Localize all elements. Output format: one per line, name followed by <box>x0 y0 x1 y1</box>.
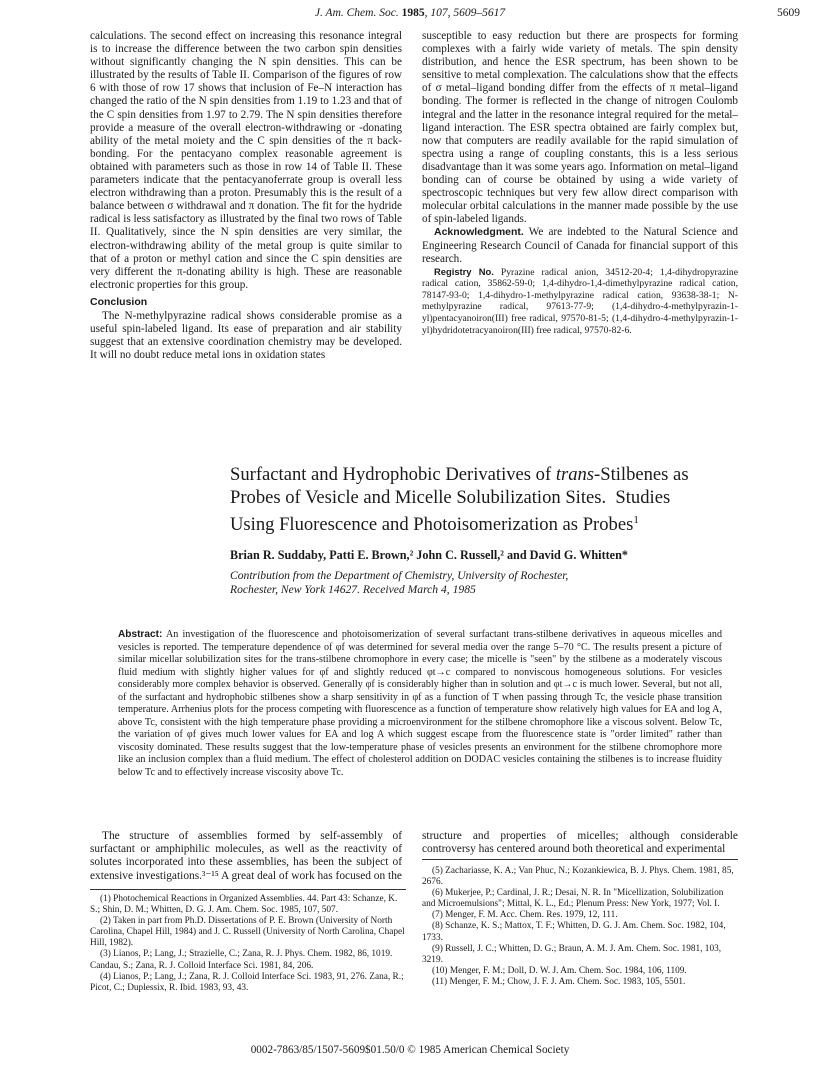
running-head <box>0 7 820 23</box>
footnote: (7) Menger, F. M. Acc. Chem. Res. 1979, 12, 111. <box>432 910 618 921</box>
abstract-text: An investigation of the fluorescence and photoisomerization of several surfactant trans-stilbene derivatives in aqueous micelles and vesicles is reported. The temperature dependence of φf was determined for several media over the range 5–70 °C. The results present a picture of similar micellar solubilization sites for the trans-stilbene chromophore in every case; the micelle is "seen" by the stilbene as a moderately viscous fluid medium with slightly higher values for φf and slightly reduced φt→c compared to nonviscous homogeneous solutions. For vesicles considerably more complex behavior is observed. Generally φf is considerably higher than in solution and φt→c is much lower. Several, but not all, of the surfactant and hydrophobic stilbenes show a sharp sensitivity in φf as a function of T when passing through Tc, the vesicle phase transition temperature. Arrhenius plots for the process competing with fluorescence as a function of temperature show relatively high values for EA and log A, above Tc, consistent with the high temperature phase providing a microenvironment for the stilbene chromophore like a viscous solvent. Below Tc, the variation of φf gives much lower values for EA and log A which suggest escape from the fluorescence state is "order limited" rather than viscosity dominated. These results suggest that the low-temperature phase of vesicles presents an environment for the stilbene chromophore more like an inclusion complex than a fluid medium. The effect of cholesterol addition on DODAC vesicles containing the stilbenes is to increase fluidity below Tc and to effectively increase viscosity above Tc. <box>118 629 723 778</box>
page-number: 5609 <box>777 7 800 19</box>
footnote: (10) Menger, F. M.; Doll, D. W. J. Am. Chem. Soc. 1984, 106, 1109. <box>432 965 687 976</box>
footnote-divider <box>422 859 738 860</box>
conclusion-heading: Conclusion <box>90 295 148 308</box>
registry-text: Pyrazine radical anion, 34512-20-4; 1,4-dihydropyrazine radical cation, 35862-59-0; 1,4-dihydro-1,4-dimethylpyrazine radical cation, 78147-93-0; 1,4-dihydro-1-methylpyrazine radical cation, 93638-38-1; N-methylpyrazine radical, 97613-77-9; (1,4-dihydro-4-methylpyrazin-1-yl)pentacyanoiron(III) free radical, 97570-81-5; (1,4-dihydro-4-methylpyrazin-1-yl)hydridotetracyanoiron(III) free radical, 97570-82-6. <box>422 266 738 336</box>
article-header <box>230 464 750 597</box>
footnote: (2) Taken in part from Ph.D. Dissertations of P. E. Brown (University of North Carolina, Chapel Hill, 1984) and J. C. Russell (University of North Carolina, Chapel Hill, 1982). <box>90 916 405 949</box>
footnote-divider <box>90 889 406 890</box>
article-title: Surfactant and Hydrophobic Derivatives of trans-Stilbenes as Probes of Vesicle and Micelle Solubilization Sites. Studies Using Fluorescence and Photoisomerization as Probes$^1$ <box>230 464 689 536</box>
right-column-top <box>422 30 738 336</box>
registry-label: Registry No. <box>434 265 494 277</box>
abstract-label: Abstract: <box>118 629 163 640</box>
journal-name: J. Am. Chem. Soc. <box>314 7 399 19</box>
footnote: (1) Photochemical Reactions in Organized Assemblies. 44. Part 43: Schanze, K. S.; Shin, D. M.; Whitten, D. G. J. Am. Chem. Soc. 1985, 107, 507. <box>90 894 398 916</box>
footnote: (3) Lianos, P.; Lang, J.; Strazielle, C.; Zana, R. J. Phys. Chem. 1982, 86, 1019. Candau, S.; Zana, R. J. Colloid Interface Sci. 1981, 84, 206. <box>90 949 393 971</box>
footnote: (4) Lianos, P.; Lang, J.; Zana, R. J. Colloid Interface Sci. 1983, 91, 276. Zana, R.; Picot, C.; Duplessix, R. Ibid. 1983, 93, 43. <box>90 971 404 993</box>
paragraph: susceptible to easy reduction but there are prospects for forming complexes with a fairly wide variety of metals. The spin density distribution, and hence the ESR spectrum, has been shown to be sensitive to metal complexation. The calculations show that the effects of σ metal–ligand bonding differ from the effects of π metal–ligand bonding. The former is reflected in the change of nitrogen Coulomb integral and the latter in the resonance integral required for the metal–ligand interaction. The ESR spectra obtained are fairly complex but, now that computers are readily available for the rapid simulation of spectra using a range of coupling constants, this is a less serious disadvantage than it was some years ago. Information on metal–ligand bonding can of course be obtained by using a wide variety of spectroscopic techniques but very few allow direct comparison with molecular orbital calculations in the manner made possible by the use of spin-labeled ligands. <box>422 30 738 226</box>
journal-citation: J. Am. Chem. Soc. 1985, 107, 5609–5617 <box>314 7 506 19</box>
footnote: (9) Russell, J. C.; Whitten, D. G.; Braun, A. M. J. Am. Chem. Soc. 1981, 103, 3219. <box>422 943 722 965</box>
paragraph: calculations. The second effect on increasing this resonance integral is to increase the difference between the two carbon spin densities without significantly changing the N spin densities. This can be illustrated by the results of Table II. Comparison of the figures of row 6 with those of row 17 shows that inclusion of Fe–N interaction has changed the ratio of the N spin densities from 1.19 to 1.23 and that of the C spin densities from 1.97 to 2.79. The N spin densities therefore provide a measure of the overall electron-withdrawing or -donating ability of the metal moiety and the C spin densities of the π back-bonding. For the pentacyano complex reasonable agreement is obtained with parameters such as those in row 14 of Table II. These parameters indicate that the pentacyanoferrate group is overall less electron withdrawing than a proton. Presumably this is the result of a balance between σ withdrawal and π donation. The fit for the hydride radical is less satisfactory as illustrated by the final two rows of Table II. Qualitatively, since the N spin densities are very similar, the electron-withdrawing ability of the metal group is quite similar to that of a proton or methyl cation and since the C spin densities are very different the π-donating ability is high. These are reasonable electronic properties for this group. <box>90 30 402 291</box>
acknowledgment-label: Acknowledgment. <box>434 226 524 239</box>
footnotes-right <box>422 866 738 988</box>
journal-volume: 107 <box>430 7 448 19</box>
conclusion-paragraph: The N-methylpyrazine radical shows considerable promise as a useful spin-labeled ligand. Its ease of preparation and air stability suggest that an extensive coordination chemistry may be developed. It will no doubt reduce metal ions in oxidation states <box>90 309 402 362</box>
copyright-footer: 0002-7863/85/1507-5609$01.50/0 © 1985 American Chemical Society <box>250 1044 570 1056</box>
footnotes-left <box>90 894 406 994</box>
body-left-column <box>90 830 402 883</box>
affiliation: Contribution from the Department of Chemistry, University of Rochester, Rochester, New York 14627. Received March 4, 1985 <box>230 568 569 596</box>
journal-pages: 5609–5617 <box>453 7 506 19</box>
footnote: (6) Mukerjee, P.; Cardinal, J. R.; Desai, N. R. In "Micellization, Solubilization and Microemulsions"; Mittal, K. L., Ed.; Plenum Press: New York, 1977; Vol. I. <box>422 888 724 910</box>
intro-paragraph-continued: structure and properties of micelles; although considerable controversy has centered around both theoretical and experimental <box>422 830 738 856</box>
footnote: (11) Menger, F. M.; Chow, J. F. J. Am. Chem. Soc. 1983, 105, 5501. <box>432 976 686 987</box>
footnote: (8) Schanze, K. S.; Mattox, T. F.; Whitten, D. G. J. Am. Chem. Soc. 1982, 104, 1733. <box>422 921 726 943</box>
footnote: (5) Zachariasse, K. A.; Van Phuc, N.; Kozankiewica, B. J. Phys. Chem. 1981, 85, 2676. <box>422 866 734 888</box>
body-right-column <box>422 830 738 856</box>
left-column-top <box>90 30 402 362</box>
intro-paragraph: The structure of assemblies formed by self-assembly of surfactant or amphiphilic molecules, as well as the reactivity of solutes incorporated into these assemblies, has been the subject of extensive investigations.³⁻¹⁵ A great deal of work has focused on the <box>90 830 402 882</box>
acknowledgment <box>422 226 738 265</box>
abstract <box>118 629 722 779</box>
journal-year: 1985 <box>401 7 425 19</box>
authors: Brian R. Suddaby, Patti E. Brown,² John C. Russell,² and David G. Whitten* <box>230 547 628 562</box>
acknowledgment-text: We are indebted to the Natural Science and Engineering Research Council of Canada for financial support of this research. <box>422 226 738 265</box>
registry-numbers <box>422 266 738 337</box>
